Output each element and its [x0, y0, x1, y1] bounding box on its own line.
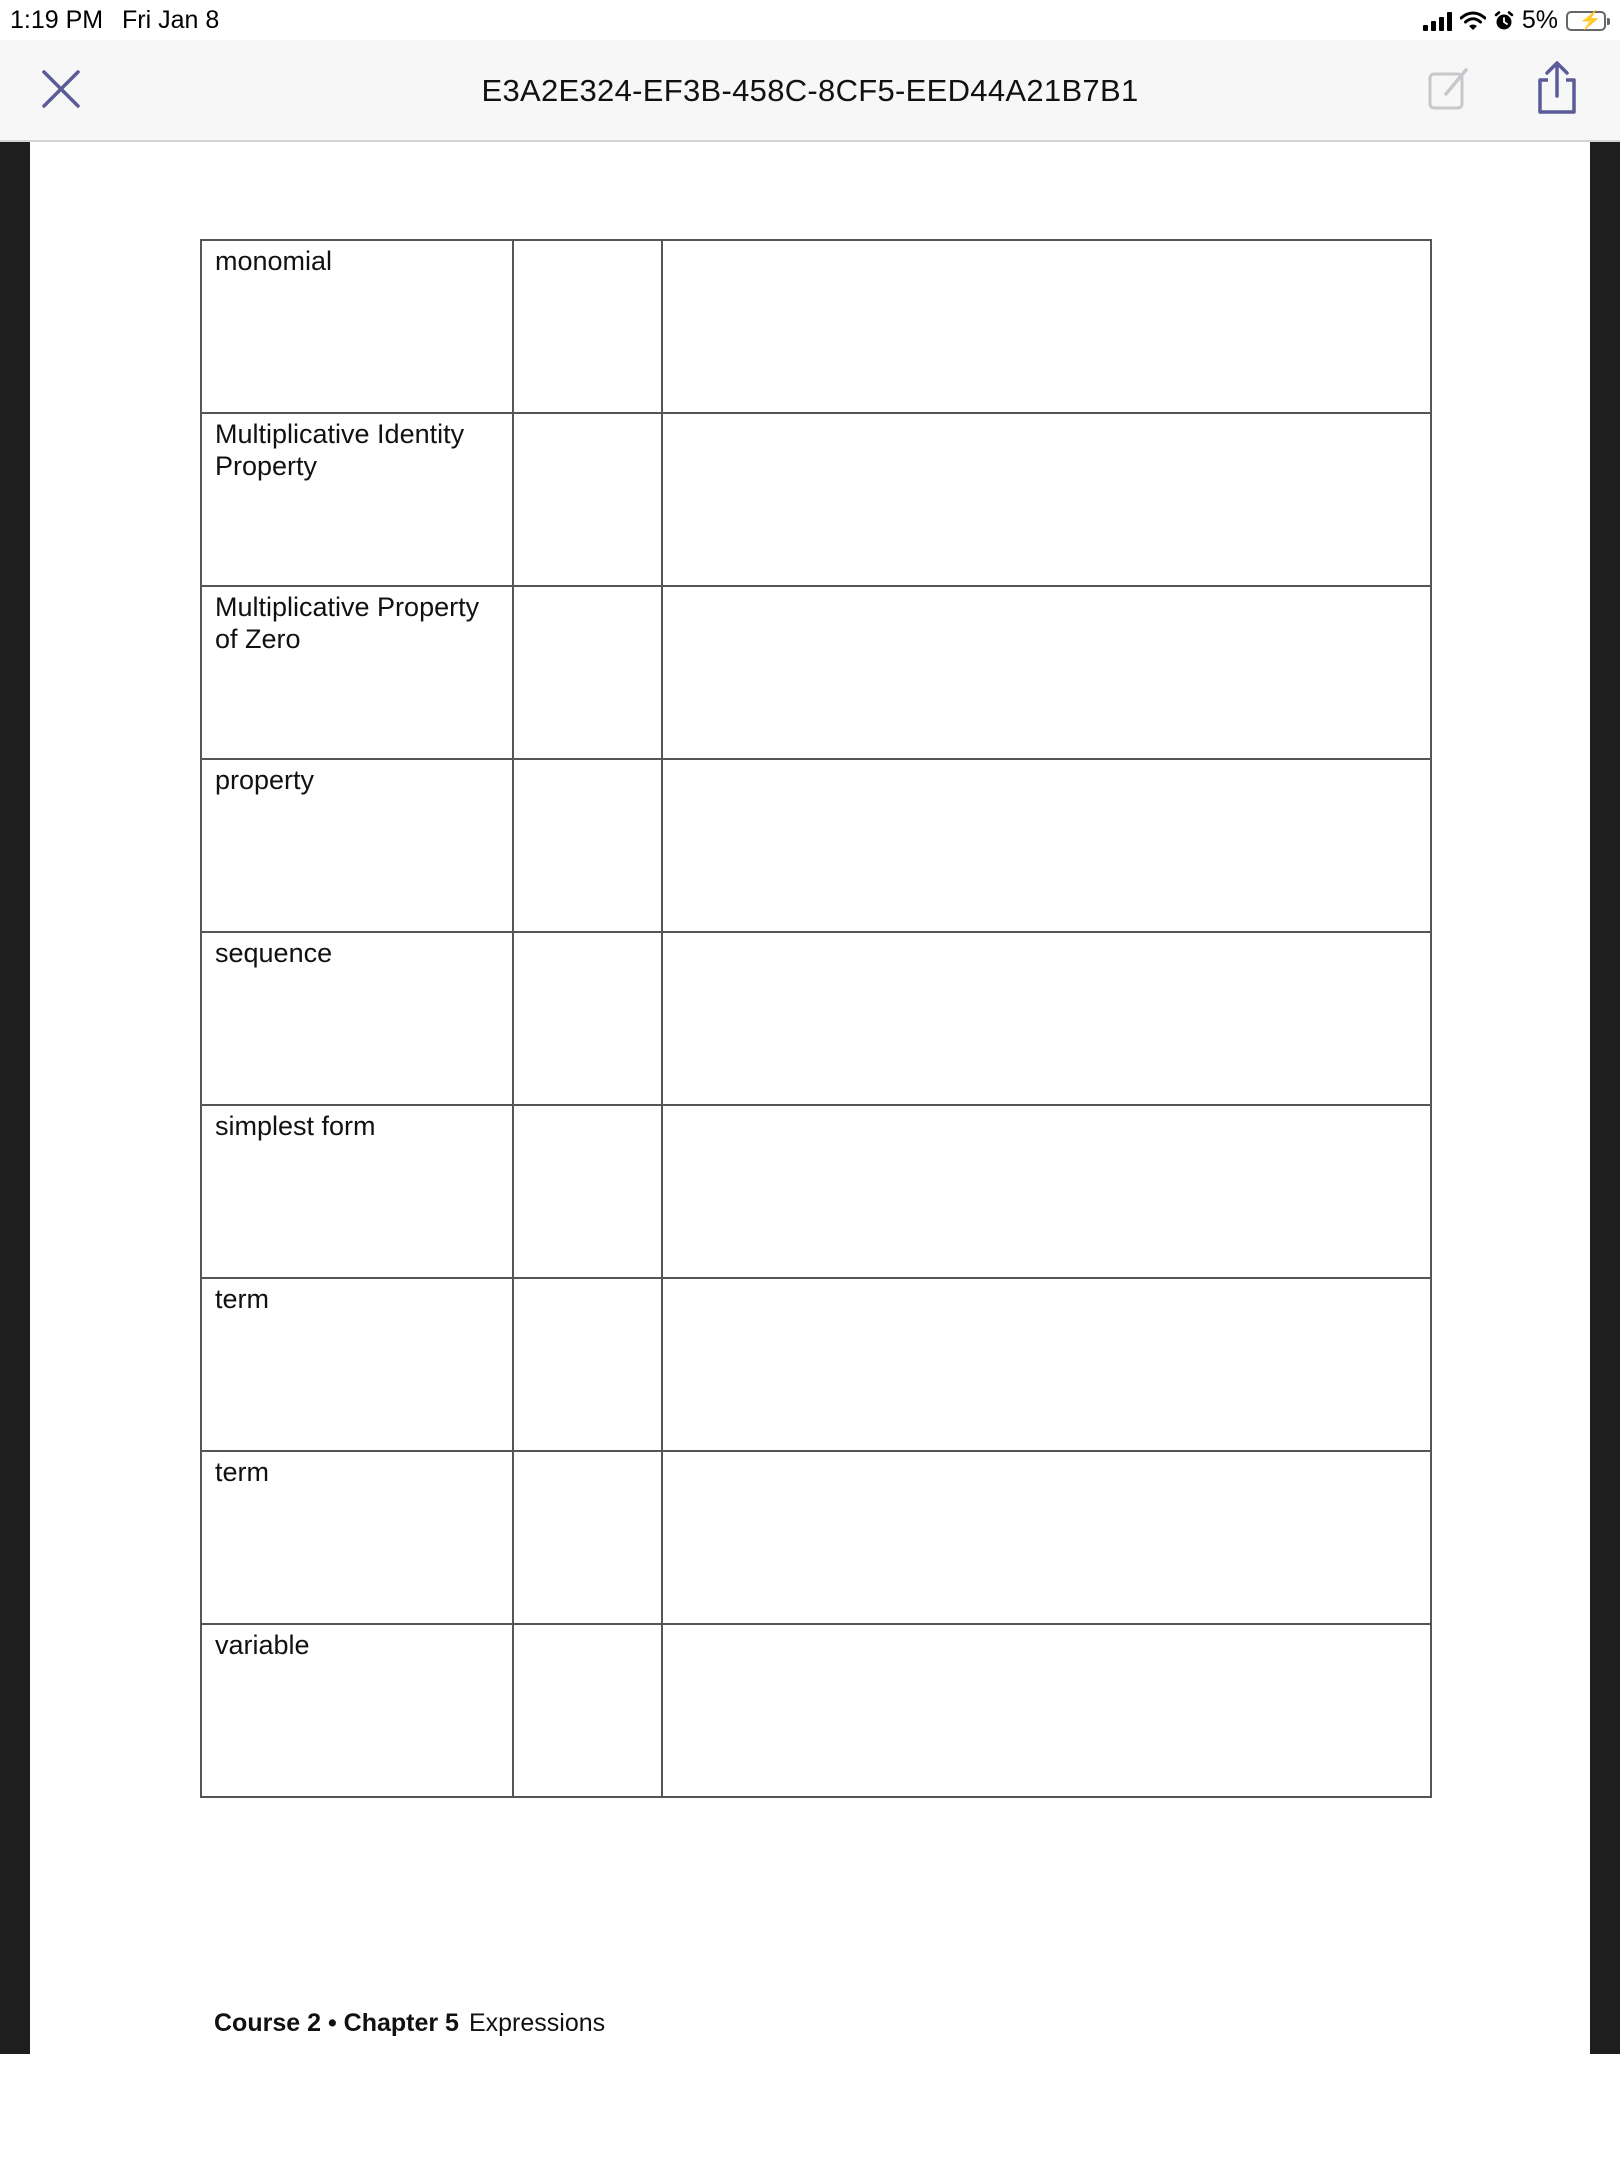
definition-cell [662, 759, 1431, 932]
table-row [201, 1624, 1431, 1797]
table-row [201, 1105, 1431, 1278]
status-bar [0, 0, 1620, 40]
page-cell [513, 1105, 662, 1278]
definition-cell [662, 240, 1431, 413]
definition-cell [662, 932, 1431, 1105]
table-row [201, 240, 1431, 413]
table-row [201, 1451, 1431, 1624]
viewer-background-right [1590, 142, 1620, 2054]
document-page [30, 142, 1590, 2054]
vocabulary-table [200, 239, 1432, 1798]
status-time: 1:19 PM [10, 6, 104, 34]
footer-separator: • [327, 2009, 337, 2037]
viewer-background-left [0, 142, 30, 2054]
term-cell: term [201, 1451, 513, 1624]
share-icon[interactable] [1534, 60, 1580, 116]
page-cell [513, 1278, 662, 1451]
page-cell [513, 413, 662, 586]
page-cell [513, 1451, 662, 1624]
term-cell: property [201, 759, 513, 932]
definition-cell [662, 1451, 1431, 1624]
status-date: Fri Jan 8 [122, 6, 220, 34]
footer-chapter-name: Expressions [468, 2009, 606, 2037]
page-cell [513, 1624, 662, 1797]
table-row [201, 932, 1431, 1105]
definition-cell [662, 1105, 1431, 1278]
table-row [201, 413, 1431, 586]
definition-cell [662, 1278, 1431, 1451]
table-row [201, 759, 1431, 932]
alarm-icon [1494, 11, 1514, 31]
term-cell: Multiplicative Identity Property [201, 413, 513, 586]
footer-course: Course 2 [214, 2009, 321, 2037]
battery-percent: 5% [1521, 6, 1558, 34]
term-cell: sequence [201, 932, 513, 1105]
definition-cell [662, 413, 1431, 586]
page-cell [513, 759, 662, 932]
page-footer [214, 2009, 605, 2038]
term-cell: term [201, 1278, 513, 1451]
battery-charging-icon: ⚡ [1566, 11, 1606, 31]
term-cell: monomial [201, 240, 513, 413]
definition-cell [662, 586, 1431, 759]
term-cell: variable [201, 1624, 513, 1797]
page-cell [513, 240, 662, 413]
page-cell [513, 932, 662, 1105]
definition-cell [662, 1624, 1431, 1797]
term-cell: Multiplicative Property of Zero [201, 586, 513, 759]
markup-edit-icon[interactable] [1424, 64, 1472, 114]
term-cell: simplest form [201, 1105, 513, 1278]
table-row [201, 1278, 1431, 1451]
table-row [201, 586, 1431, 759]
footer-chapter: Chapter 5 [343, 2009, 459, 2037]
document-viewer[interactable] [0, 142, 1620, 2054]
cellular-signal-icon [1423, 11, 1452, 31]
page-cell [513, 586, 662, 759]
wifi-icon [1460, 11, 1486, 31]
document-title: E3A2E324-EF3B-458C-8CF5-EED44A21B7B1 [481, 73, 1139, 108]
status-indicators [1423, 6, 1606, 35]
viewer-toolbar [0, 40, 1620, 142]
